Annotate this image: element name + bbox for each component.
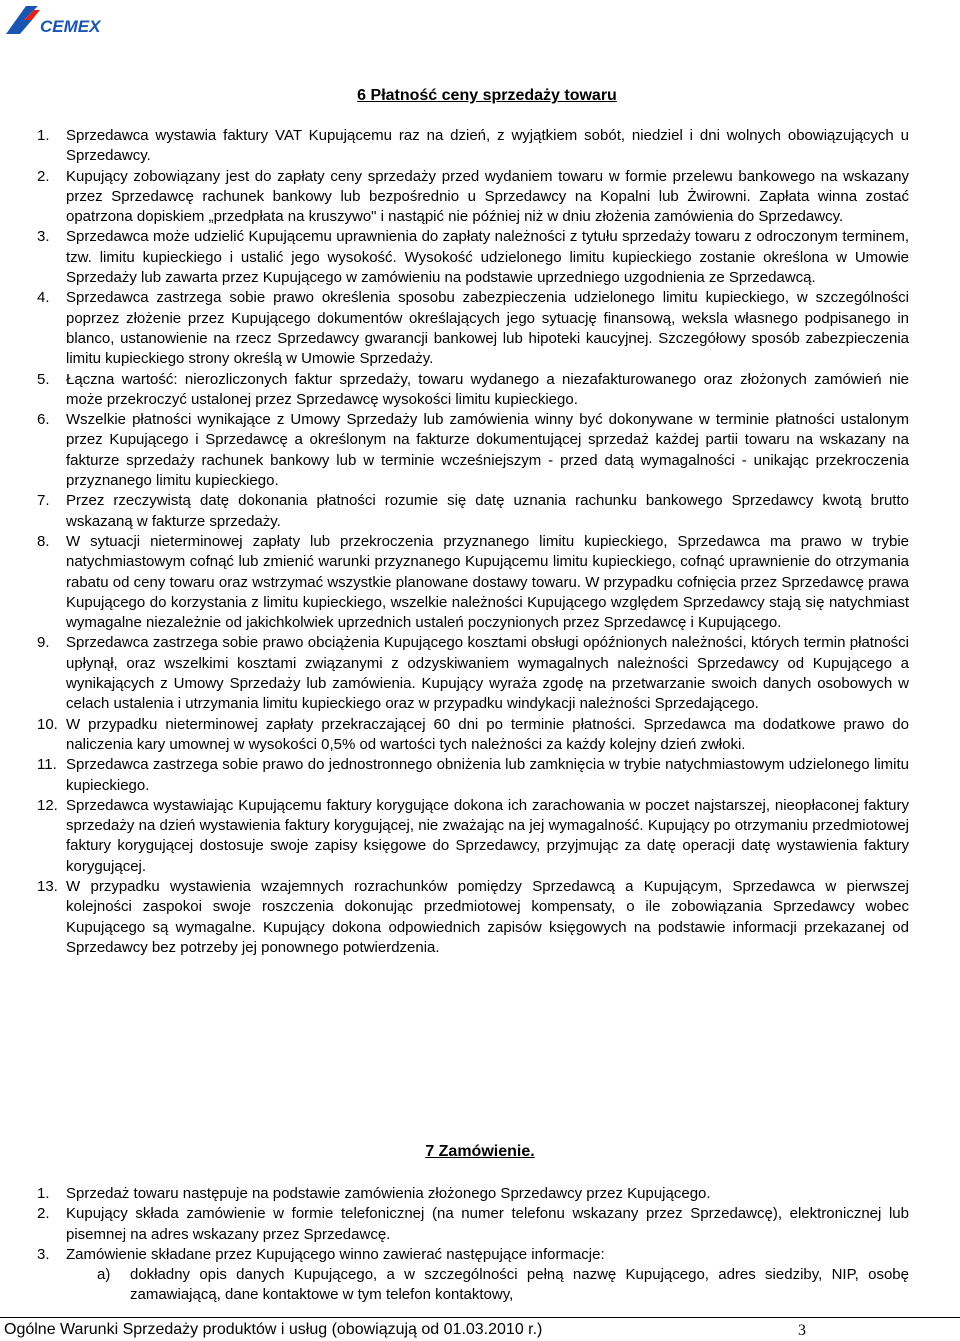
page-number: 3 <box>798 1322 806 1339</box>
clause-text: Sprzedaż towaru następuje na podstawie zamówienia złożonego Sprzedawcy przez Kupującego. <box>66 1185 711 1202</box>
cemex-logo <box>4 4 114 36</box>
clause-item <box>0 877 960 958</box>
cemex-logo-icon <box>4 4 114 36</box>
clause-text: W przypadku nieterminowej zapłaty przekraczającej 60 dni po terminie płatności. Sprzedawca ma dodatkowe prawo do naliczenia kary umownej w wysokości 0,5% od wartości tych należności za każdy kolejny dzień zwłoki. <box>66 715 909 753</box>
clause-text: Przez rzeczywistą datę dokonania płatności rozumie się datę uznania rachunku bankowego Sprzedawcy kwotą brutto wskazaną w fakturze sprzedaży. <box>66 492 909 530</box>
logo-wordmark: CEMEX <box>40 17 101 36</box>
sub-clause-item <box>0 1265 960 1306</box>
clause-number: 4. <box>37 289 50 307</box>
clause-number: 7. <box>37 492 50 510</box>
clause-text: Sprzedawca wystawiając Kupującemu faktury korygujące dokona ich zarachowania w poczet najstarszej, nieopłaconej faktury sprzedaży na dzień wystawienia faktury korygującej, nie zważając na jej wymagalność. Kupujący po otrzymaniu przedmiotowej faktury korygującej dostosuje swoje zapisy księgowe do Sprzedawcy, przyjmując za datę operacji datę wystawienia faktury korygującej. <box>66 796 909 875</box>
clause-item <box>0 715 960 756</box>
clause-text: Wszelkie płatności wynikające z Umowy Sprzedaży lub zamówienia winny być dokonywane w terminie płatności ustalonym przez Kupującego i Sprzedawcę a określonym na fakturze dokumentującej sprzedaż każdej partii towaru na wskazany na fakturze sprzedaży rachunek bankowy lub w terminie wcześniejszym - przed datą wymagalności - unikając przekroczenia przyznanego limitu kupieckiego. <box>66 411 909 490</box>
clause-text: Łączna wartość: nierozliczonych faktur sprzedaży, towaru wydanego a niezafakturowanego oraz złożonych zamówień nie może przekroczyć ustalonej przez Sprzedawcę wysokości limitu kupieckiego. <box>66 370 909 408</box>
section-7-title <box>0 1142 960 1162</box>
clause-item <box>0 288 960 369</box>
clause-number: 3. <box>37 228 50 246</box>
footer-text: Ogólne Warunki Sprzedaży produktów i usług (obowiązują od 01.03.2010 r.) <box>4 1321 543 1338</box>
clause-item <box>0 227 960 288</box>
clause-item <box>0 633 960 714</box>
clause-number: 9. <box>37 634 50 652</box>
section-7-title-text: 7 Zamówienie. <box>425 1143 535 1160</box>
clause-number: 2. <box>37 167 50 185</box>
clause-number: 13. <box>37 877 58 895</box>
clause-number: 6. <box>37 411 50 429</box>
clause-item <box>0 370 960 411</box>
clause-number: 5. <box>37 370 50 388</box>
clause-text: W przypadku wystawienia wzajemnych rozrachunków pomiędzy Sprzedawcą a Kupującym, Sprzedawca w pierwszej kolejności zaspokoi swoje roszczenia dokonując przedmiotowej kompensaty, o ile zobowiązania Sprzedawcy wobec Kupującego są wymagalne. Kupujący dokona odpowiednich zapisów księgowych na podstawie informacji przekazanej od Sprzedawcy bez potrzeby jej ponownego potwierdzenia. <box>66 877 909 956</box>
clause-number: 11. <box>37 756 57 774</box>
clause-text: Sprzedawca zastrzega sobie prawo do jednostronnego obniżenia lub zamknięcia w trybie natychmiastowym udzielonego limitu kupieckiego. <box>66 756 909 794</box>
clause-item <box>0 167 960 228</box>
clause-text: Zamówienie składane przez Kupującego winno zawierać następujące informacje: <box>66 1245 605 1263</box>
clause-text: Sprzedawca może udzielić Kupującemu uprawnienia do zapłaty należności z tytułu sprzedaży towaru z odroczonym terminem, tzw. limitu kupieckiego i ustalić jego wysokość. Wysokość udzielonego limitu kupieckiego zostanie określona w Umowie Sprzedaży lub zawarta przez Kupującego w zamówieniu na podstawie uprzedniego uzgodnienia ze Sprzedawcą. <box>66 228 909 287</box>
clause-item <box>0 1184 960 1204</box>
sub-clause-text: dokładny opis danych Kupującego, a w szczególności pełną nazwę Kupującego, adres siedziby, NIP, osobę zamawiającą, dane kontaktowe w tym telefon kontaktowy, <box>130 1266 909 1304</box>
clause-item <box>0 796 960 877</box>
clause-number: 3. <box>37 1245 50 1263</box>
clause-text: Sprzedawca wystawia faktury VAT Kupującemu raz na dzień, z wyjątkiem sobót, niedziel i dni wolnych obowiązujących u Sprzedawcy. <box>66 127 909 165</box>
section-6-title-text: 6 Płatność ceny sprzedaży towaru <box>357 87 617 104</box>
clause-item <box>0 1204 960 1245</box>
footer-divider <box>0 1317 960 1318</box>
clause-text: Sprzedawca zastrzega sobie prawo określenia sposobu zabezpieczenia udzielonego limitu kupieckiego, w szczególności poprzez złożenie przez Kupującego dokumentów określających jego sytuację finansową, weksla własnego podpisanego in blanco, ustanowienie na rzecz Sprzedawcy gwarancji bankowej lub hipoteki kaucyjnej. Szczegółowy sposób zabezpieczenia limitu kupieckiego strony określą w Umowie Sprzedaży. <box>66 289 909 368</box>
section-7-list <box>0 1184 960 1306</box>
clause-text: Kupujący składa zamówienie w formie telefonicznej (na numer telefonu wskazany przez Sprzedawcę), elektronicznej lub pisemnej na adres wskazany przez Sprzedawcę. <box>66 1205 909 1243</box>
sub-clause-number: a) <box>97 1266 111 1284</box>
section-6-title <box>0 86 960 106</box>
clause-number: 1. <box>37 127 50 144</box>
clause-text: Sprzedawca zastrzega sobie prawo obciążenia Kupującego kosztami obsługi opóźnionych należności, których termin płatności upłynął, oraz wszelkimi kosztami związanymi z odzyskiwaniem wymagalnych należności Sprzedawcy od Kupującego a wynikających z Umowy Sprzedaży lub zamówienia. Kupujący wyraża zgodę na przetwarzanie swoich danych osobowych w celach ustalenia i utrzymania limitu kupieckiego oraz w przypadku windykacji należności Sprzedającego. <box>66 634 909 713</box>
clause-item <box>0 410 960 491</box>
section-6-list <box>0 126 960 958</box>
clause-text: Kupujący zobowiązany jest do zapłaty ceny sprzedaży przed wydaniem towaru w formie przelewu bankowego na wskazany przez Sprzedawcę rachunek bankowy lub bezpośrednio u Sprzedawcy na Kopalni lub Żwirowni. Zapłata winna zostać opatrzona dopiskiem „przedpłata na kruszywo" i nastąpić nie później niż w dniu złożenia zamówienia do Sprzedawcy. <box>66 167 909 226</box>
clause-item <box>0 755 960 796</box>
clause-number: 8. <box>37 532 50 550</box>
clause-item <box>0 491 960 532</box>
clause-item <box>0 126 960 167</box>
clause-number: 10. <box>37 715 58 733</box>
clause-number: 1. <box>37 1185 50 1202</box>
clause-number: 2. <box>37 1205 50 1223</box>
clause-item <box>0 1245 960 1265</box>
clause-item <box>0 532 960 633</box>
clause-number: 12. <box>37 796 58 814</box>
clause-text: W sytuacji nieterminowej zapłaty lub przekroczenia przyznanego limitu kupieckiego, Sprzedawca ma prawo w trybie natychmiastowym cofnąć lub zmienić warunki przyznanego Kupującemu limitu kupieckiego, cofnąć uprawnienie do otrzymania rabatu od ceny towaru oraz wstrzymać wszystkie planowane dostawy towaru. W przypadku cofnięcia przez Sprzedawcę prawa Kupującego do korzystania z limitu kupieckiego, wszelkie należności Kupującego względem Sprzedawcy stają się natychmiast wymagalne niezależnie od jakichkolwiek uprzednich ustaleń poczynionych przez Sprzedawcę i Kupującego. <box>66 532 909 632</box>
